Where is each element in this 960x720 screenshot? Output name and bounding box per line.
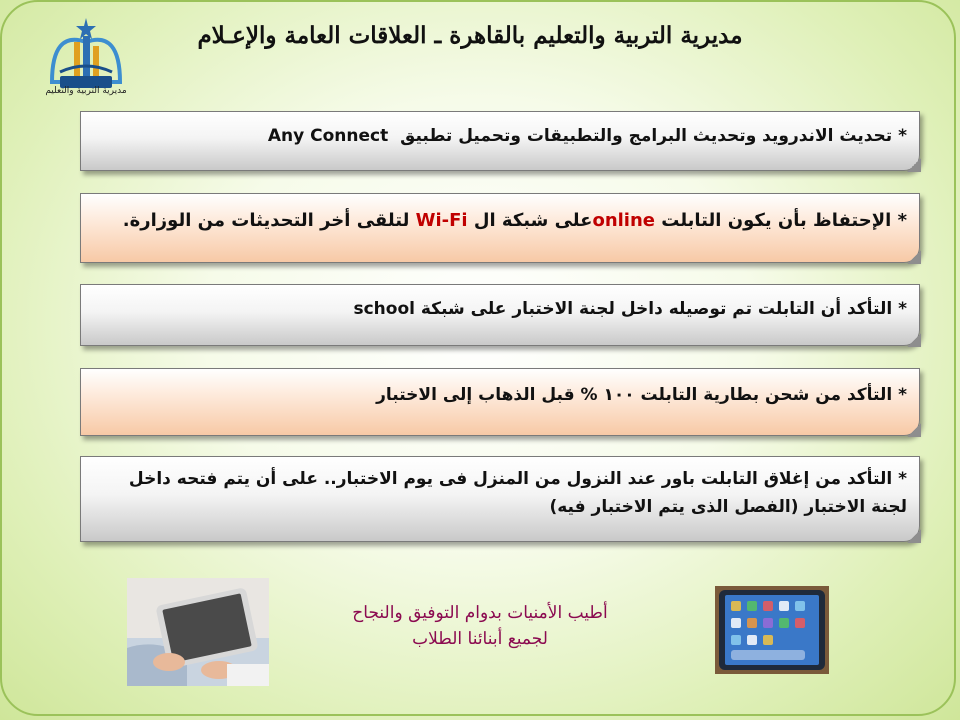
instruction-box-4 xyxy=(80,368,920,436)
instruction-5-line1: * التأكد من إغلاق التابلت باور عند النزول من المنزل فى يوم الاختبار.. على أن يتم فتحه داخل xyxy=(128,469,907,489)
instruction-box-3 xyxy=(80,284,920,346)
instruction-2-part1: * الإحتفاظ بأن يكون التابلت xyxy=(655,210,907,231)
tablet-hands-photo xyxy=(127,578,269,686)
instruction-1-text: * تحديث الاندرويد وتحديث البرامج والتطبيقات وتحميل تطبيق xyxy=(400,126,907,146)
instruction-box-5 xyxy=(80,456,920,542)
instruction-box-1 xyxy=(80,111,920,171)
instruction-2-wifi: Wi-Fi xyxy=(415,210,468,231)
closing-wishes xyxy=(320,600,640,652)
instruction-4-text: * التأكد من شحن بطارية التابلت ١٠٠ % قبل الذهاب إلى الاختبار xyxy=(376,385,907,405)
wish-line-1: أطيب الأمنيات بدوام التوفيق والنجاح xyxy=(352,603,608,623)
instruction-1-app-name: Any Connect xyxy=(267,126,389,146)
tablet-screen-photo xyxy=(715,586,829,674)
fold-corner xyxy=(907,529,921,543)
fold-corner xyxy=(907,250,921,264)
fold-corner xyxy=(907,423,921,437)
instruction-box-2 xyxy=(80,193,920,263)
fold-corner xyxy=(907,158,921,172)
instruction-2-part2: على شبكة ال xyxy=(467,210,593,231)
instruction-2-online: online xyxy=(592,210,655,231)
instruction-3-text: * التأكد أن التابلت تم توصيله داخل لجنة الاختبار على شبكة school xyxy=(353,299,907,319)
instruction-5-line2: لجنة الاختبار (الفصل الذى يتم الاختبار فيه) xyxy=(549,497,907,517)
page-title: مديرية التربية والتعليم بالقاهرة ـ العلاقات العامة والإعـلام xyxy=(197,22,743,49)
wish-line-2: لجميع أبنائنا الطلاب xyxy=(412,629,548,649)
instruction-2-part3: لتلقى أخر التحديثات من الوزارة. xyxy=(122,210,416,231)
logo-caption: مديرية التربية والتعليم xyxy=(45,86,127,96)
fold-corner xyxy=(907,333,921,347)
